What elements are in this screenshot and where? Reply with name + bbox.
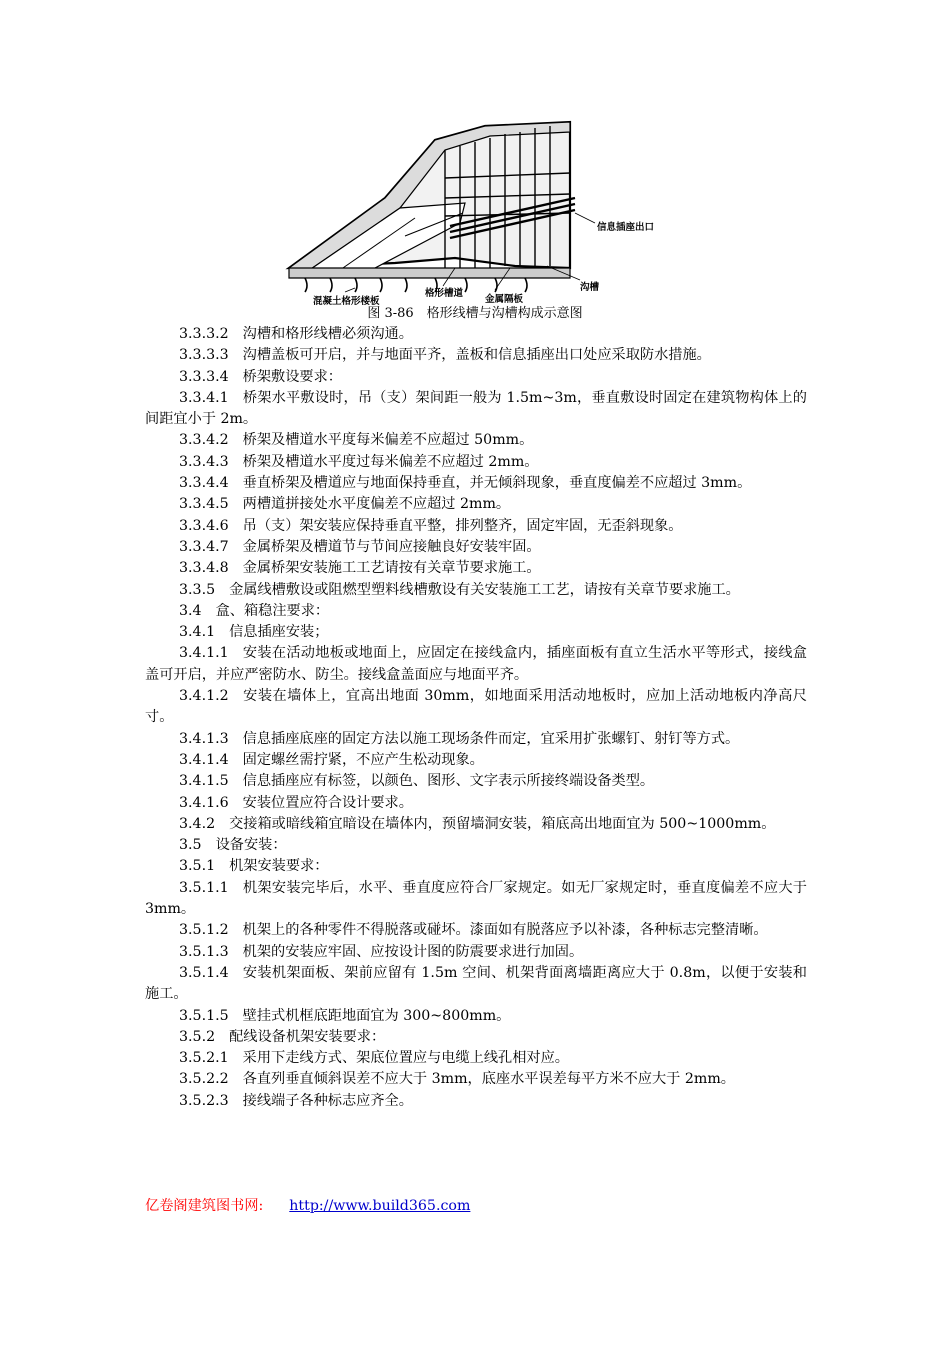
- paragraph-number: 3.4.1.6: [179, 794, 229, 811]
- paragraph-number: 3.3.4.8: [179, 560, 229, 577]
- paragraph-text: 吊（支）架安装应保持垂直平整，排列整齐，固定牢固，无歪斜现象。: [242, 517, 683, 534]
- paragraph-text: 交接箱或暗线箱宜暗设在墙体内，预留墙洞安装，箱底高出地面宜为 500~1000mm。: [229, 815, 776, 832]
- paragraph: [145, 345, 807, 366]
- paragraph-text: 垂直桥架及槽道应与地面保持垂直，并无倾斜现象，垂直度偏差不应超过 3mm。: [242, 475, 752, 492]
- paragraph-number: 3.3.4.6: [179, 517, 229, 534]
- label-floor: 混凝土格形楼板: [313, 296, 380, 307]
- footer-site-name: 亿卷阁建筑图书网:: [145, 1198, 264, 1214]
- paragraph-text: 沟槽和格形线槽必须沟通。: [242, 326, 413, 342]
- paragraph-text: 桥架及槽道水平度每米偏差不应超过 50mm。: [242, 432, 534, 449]
- label-partition: 金属隔板: [485, 294, 524, 305]
- paragraph-text: 机架安装完毕后，水平、垂直度应符合厂家规定。如无厂家规定时，垂直度偏差不应大于 3mm。: [145, 879, 807, 918]
- paragraph-number: 3.4.1.1: [179, 645, 229, 662]
- paragraph: [145, 388, 807, 431]
- paragraph: [145, 367, 807, 388]
- paragraph-text: 金属桥架安装施工工艺请按有关章节要求施工。: [242, 560, 541, 577]
- figure-illustration: [285, 118, 715, 308]
- paragraph: [145, 430, 807, 451]
- paragraph: [145, 452, 807, 473]
- label-outlet: 信息插座出口: [597, 222, 655, 233]
- paragraph: [145, 580, 807, 601]
- paragraph-text: 机架上的各种零件不得脱落或碰坏。漆面如有脱落应予以补漆，各种标志完整清晰。: [242, 922, 768, 939]
- paragraph: [145, 643, 807, 686]
- paragraph-text: 信息插座应有标签，以颜色、图形、文字表示所接终端设备类型。: [242, 773, 655, 790]
- paragraph-number: 3.5.2: [179, 1028, 216, 1045]
- page-footer: [145, 1196, 470, 1216]
- figure-caption: 图 3-86 格形线槽与沟槽构成示意图: [367, 306, 583, 321]
- paragraph: [145, 1048, 807, 1069]
- label-trench: 沟槽: [580, 282, 600, 293]
- paragraph-text: 机架安装要求：: [229, 858, 329, 875]
- paragraph: [145, 622, 807, 643]
- paragraph: [145, 1006, 807, 1027]
- paragraph: [145, 771, 807, 792]
- paragraph: [145, 324, 807, 345]
- paragraph-number: 3.5: [179, 837, 202, 854]
- paragraph: [145, 920, 807, 941]
- paragraph: [145, 686, 807, 729]
- paragraph-number: 3.3.4.3: [179, 453, 229, 470]
- paragraph-number: 3.5.1.3: [179, 943, 229, 960]
- paragraph-number: 3.3.5: [179, 581, 216, 598]
- paragraph-text: 信息插座底座的固定方法以施工现场条件而定，宜采用扩张螺钉、射钉等方式。: [242, 730, 740, 747]
- paragraph: [145, 558, 807, 579]
- paragraph-number: 3.4.1: [179, 624, 216, 641]
- paragraph-text: 固定螺丝需拧紧，不应产生松动现象。: [242, 751, 484, 768]
- paragraph-number: 3.5.2.2: [179, 1071, 229, 1088]
- paragraph-text: 安装机架面板、架前应留有 1.5m 空间、机架背面离墙距离应大于 0.8m，以便于安装和施工。: [145, 964, 807, 1003]
- paragraph-text: 设备安装：: [215, 837, 287, 854]
- paragraph-text: 桥架水平敷设时，吊（支）架间距一般为 1.5m~3m，垂直敷设时固定在建筑物构体上的间距宜小于 2m。: [145, 389, 807, 428]
- paragraph: [145, 516, 807, 537]
- paragraph-text: 采用下走线方式、架底位置应与电缆上线孔相对应。: [242, 1050, 569, 1067]
- paragraph-number: 3.3.4.5: [179, 496, 229, 513]
- paragraph: [145, 601, 807, 622]
- paragraph: [145, 793, 807, 814]
- paragraph: [145, 1091, 807, 1112]
- grid-trough-diagram: [285, 118, 715, 308]
- paragraph-number: 3.5.1.1: [179, 879, 229, 896]
- paragraph: [145, 537, 807, 558]
- paragraph-number: 3.3.3.2: [179, 326, 229, 342]
- paragraph-text: 信息插座安装；: [229, 624, 329, 641]
- paragraph-number: 3.5.1.2: [179, 922, 229, 939]
- paragraph: [145, 856, 807, 877]
- paragraph-text: 金属桥架及槽道节与节间应接触良好安装牢固。: [242, 538, 541, 555]
- paragraph-number: 3.4.1.3: [179, 730, 229, 747]
- paragraph: [145, 729, 807, 750]
- paragraph-text: 盒、箱稳注要求：: [215, 602, 330, 619]
- paragraph-number: 3.5.1.5: [179, 1007, 229, 1024]
- paragraph: [145, 1027, 807, 1048]
- paragraph-number: 3.5.1.4: [179, 964, 229, 981]
- paragraph-text: 安装位置应符合设计要求。: [242, 794, 413, 811]
- paragraph-text: 沟槽盖板可开启，并与地面平齐，盖板和信息插座出口处应采取防水措施。: [242, 347, 711, 364]
- paragraph-number: 3.4: [179, 602, 202, 619]
- paragraph-number: 3.3.3.4: [179, 368, 229, 385]
- paragraph: [145, 750, 807, 771]
- label-slot: 格形槽道: [425, 288, 464, 299]
- paragraph-number: 3.3.4.2: [179, 432, 229, 449]
- paragraph-text: 两槽道拼接处水平度偏差不应超过 2mm。: [242, 496, 511, 513]
- paragraph-text: 安装在活动地板或地面上，应固定在接线盒内，插座面板有直立生活水平等形式，接线盒盖可开启，并应严密防水、防尘。接线盒盖面应与地面平齐。: [145, 645, 807, 683]
- paragraph: [145, 878, 807, 921]
- paragraph-number: 3.3.4.7: [179, 538, 229, 555]
- paragraph: [145, 1069, 807, 1090]
- paragraph-text: 桥架及槽道水平度过每米偏差不应超过 2mm。: [242, 453, 539, 470]
- paragraph-text: 配线设备机架安装要求：: [229, 1028, 386, 1045]
- document-body: [145, 324, 807, 1112]
- paragraph: [145, 473, 807, 494]
- paragraph-text: 各直列垂直倾斜误差不应大于 3mm，底座水平误差每平方米不应大于 2mm。: [242, 1071, 735, 1088]
- paragraph: [145, 963, 807, 1006]
- paragraph-text: 安装在墙体上，宜高出地面 30mm，如地面采用活动地板时，应加上活动地板内净高尺寸。: [145, 688, 807, 726]
- paragraph-number: 3.4.1.4: [179, 751, 229, 768]
- paragraph: [145, 942, 807, 963]
- paragraph: [145, 494, 807, 515]
- paragraph-number: 3.5.1: [179, 858, 216, 875]
- paragraph-text: 机架的安装应牢固、应按设计图的防震要求进行加固。: [242, 943, 584, 960]
- paragraph: [145, 835, 807, 856]
- paragraph-text: 金属线槽敷设或阻燃型塑料线槽敷设有关安装施工工艺，请按有关章节要求施工。: [229, 581, 740, 598]
- paragraph-text: 桥架敷设要求：: [242, 368, 342, 385]
- paragraph-number: 3.5.2.1: [179, 1050, 229, 1067]
- paragraph-text: 壁挂式机框底距地面宜为 300~800mm。: [242, 1007, 511, 1024]
- footer-url-link[interactable]: http://www.build365.com: [289, 1198, 471, 1214]
- paragraph-number: 3.3.3.3: [179, 347, 229, 364]
- paragraph: [145, 814, 807, 835]
- paragraph-number: 3.3.4.1: [179, 389, 229, 406]
- paragraph-number: 3.4.2: [179, 815, 216, 832]
- paragraph-number: 3.4.1.5: [179, 773, 229, 790]
- paragraph-number: 3.4.1.2: [179, 688, 229, 705]
- paragraph-text: 接线端子各种标志应齐全。: [242, 1092, 413, 1109]
- paragraph-number: 3.3.4.4: [179, 475, 229, 492]
- paragraph-number: 3.5.2.3: [179, 1092, 229, 1109]
